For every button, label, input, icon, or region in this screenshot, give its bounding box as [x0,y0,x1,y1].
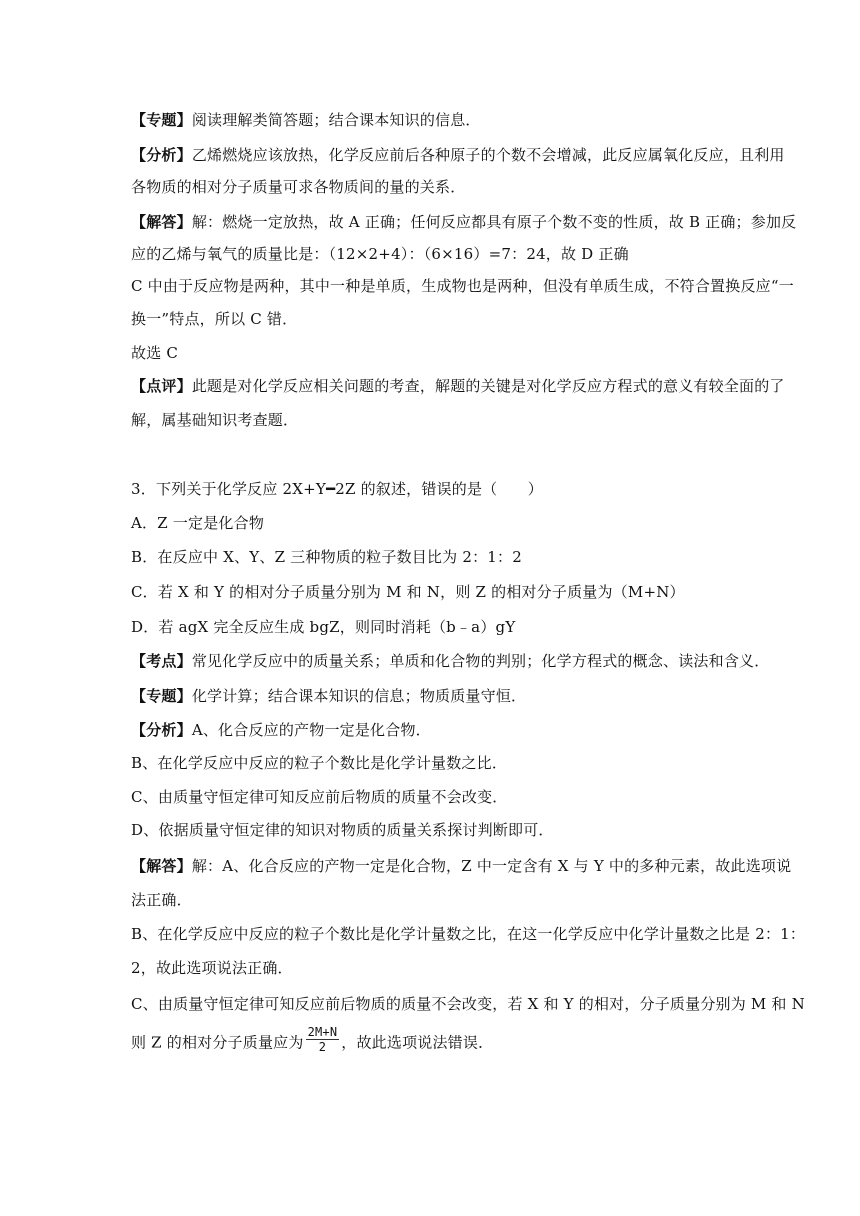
analysis-tag: 【分析】 [131,721,192,739]
q3-answer-line-1 [131,856,791,876]
q2-answer-line-1 [131,212,796,232]
fraction-numerator: 2M+N [307,1025,338,1039]
q3-stem: 3．下列关于化学反应 2X+Y━2Z 的叙述，错误的是（ ） [131,480,543,498]
q2-special-line [131,110,481,130]
comment-text: 此题是对化学反应相关问题的考查，解题的关键是对化学反应方程式的意义有较全面的了 [191,377,785,395]
comment-tag: 【点评】 [131,377,192,395]
answer-text: 解：燃烧一定放热，故 A 正确；任何反应都具有原子个数不变的性质，故 B 正确；参加反 [191,213,797,231]
answer-text: 解：A、化合反应的产物一定是化合物，Z 中一定含有 X 与 Y 中的多种元素，故此选项说 [191,857,792,875]
answer-tag: 【解答】 [131,857,192,875]
q3-analysis-line-3: C、由质量守恒定律可知反应前后物质的质量不会改变． [131,788,508,806]
q3-option-d: D．若 agX 完全反应生成 bgZ，则同时消耗（b﹣a）gY [131,618,516,636]
special-tag: 【专题】 [131,111,192,129]
q3-answer-line-2: 法正确． [131,891,192,909]
q3-kaodian-line [131,651,769,671]
analysis-text: 乙烯燃烧应该放热，化学反应前后各种原子的个数不会增减，此反应属氧化反应，且利用 [191,146,785,164]
special-tag: 【专题】 [131,687,192,705]
q2-comment-line-2: 解，属基础知识考查题． [131,411,299,429]
q3-analysis-line-2: B、在化学反应中反应的粒子个数比是化学计量数之比． [131,754,508,772]
q2-answer-line-3: C 中由于反应物是两种，其中一种是单质，生成物也是两种，但没有单质生成，不符合置换反应“一 [131,277,794,295]
answer-line-6-suffix: ，故此选项说法错误． [341,1033,494,1052]
q3-option-c: C．若 X 和 Y 的相对分子质量分别为 M 和 N，则 Z 的相对分子质量为（M+N） [131,583,685,601]
answer-tag: 【解答】 [131,213,192,231]
kaodian-tag: 【考点】 [131,652,192,670]
q3-answer-line-5: C、由质量守恒定律可知反应前后物质的质量不会改变，若 X 和 Y 的相对，分子质量分别为 M 和 N [131,995,805,1013]
fraction-formula [306,1025,340,1054]
q2-analysis-line-1 [131,145,785,165]
answer-line-6-prefix: 则 Z 的相对分子质量应为 [131,1033,304,1052]
analysis-tag: 【分析】 [131,146,192,164]
q3-analysis-line-1 [131,720,431,740]
q3-option-b: B．在反应中 X、Y、Z 三种物质的粒子数目比为 2：1：2 [131,548,522,566]
q2-comment-line-1 [131,376,785,396]
special-text: 化学计算；结合课本知识的信息；物质质量守恒． [191,687,527,705]
q2-answer-line-4: 换一”特点，所以 C 错． [131,310,298,328]
q2-analysis-line-2: 各物质的相对分子质量可求各物质间的量的关系． [131,178,466,196]
q3-special-line [131,686,526,706]
q3-answer-line-3: B、在化学反应中反应的粒子个数比是化学计量数之比，在这一化学反应中化学计量数之比是 2：1： [131,925,806,943]
kaodian-text: 常见化学反应中的质量关系；单质和化合物的判别；化学方程式的概念、读法和含义． [191,652,770,670]
analysis-text: A、化合反应的产物一定是化合物． [191,721,431,739]
q3-answer-line-6 [131,1025,494,1058]
q3-analysis-line-4: D、依据质量守恒定律的知识对物质的质量关系探讨判断即可． [131,821,554,839]
q2-answer-line-2: 应的乙烯与氧气的质量比是：（12×2+4）：（6×16）=7：24，故 D 正确 [131,245,629,263]
q3-answer-line-4: 2，故此选项说法正确． [131,959,293,977]
q3-option-a: A．Z 一定是化合物 [131,514,265,532]
fraction-denominator: 2 [318,1040,327,1054]
q2-answer-line-5: 故选 C [131,344,179,362]
special-text: 阅读理解类简答题；结合课本知识的信息． [191,111,481,129]
